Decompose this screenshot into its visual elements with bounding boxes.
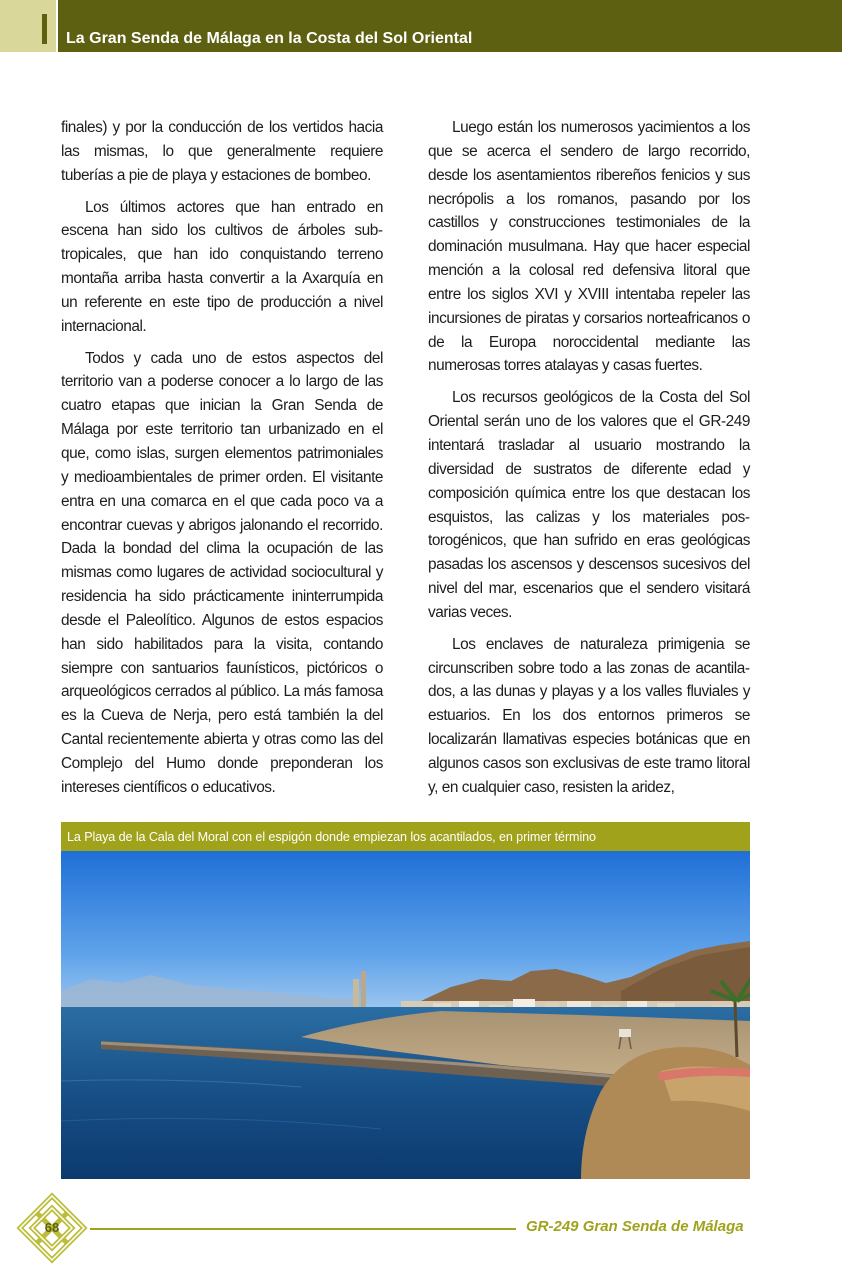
header-bar-mark — [42, 14, 47, 44]
photo-caption: La Playa de la Cala del Moral con el espigón donde empiezan los acantilados, en primer término — [67, 830, 596, 844]
paragraph: finales) y por la conducción de los vertidos hacia las mismas, lo que generalmente requiere tuberías a pie de playa y estaciones de bombeo. — [61, 119, 383, 184]
beach-photo-illustration — [61, 851, 750, 1179]
footer-rule — [90, 1228, 516, 1230]
header-tab — [0, 0, 56, 52]
page-number: 68 — [44, 1220, 60, 1235]
paragraph: Luego están los numerosos yacimientos a los que se acerca el sendero de largo recorrido, desde los asentamientos ribereños fenicios y sus necrópolis a los romanos, pasando por los castillos y construcciones testimoniales de la dominación musulmana. Hay que hacer especial mención a la colosal red defensiva litoral que entre los siglos XVI y XVIII intentaba repeler las incursiones de piratas y corsarios norteafricanos o de la Europa noroccidental mediante las numerosas torres atalayas y casas fuertes. — [428, 119, 750, 375]
beach-photo — [61, 851, 750, 1179]
caption-bar — [61, 822, 750, 851]
running-header-title: La Gran Senda de Málaga en la Costa del Sol Oriental — [66, 30, 473, 47]
paragraph: Los recursos geológicos de la Costa del Sol Oriental serán uno de los valores que el GR-249 intentará trasladar al usuario mostrando la diversidad de sustratos de diferente edad y composición química entre los que destacan los esquistos, las calizas y los materiales postorogénicos, que han sufrido en eras geológicas pasadas los ascensos y descensos sucesivos del nivel del mar, escenarios que el sendero visitará varias veces. — [428, 389, 750, 621]
header-band — [58, 0, 842, 52]
paragraph: Todos y cada uno de estos aspectos del territorio van a poderse conocer a lo largo de las cuatro etapas que inician la Gran Senda de Málaga por este territorio tan urbanizado en el que, como islas, surgen elementos patrimoniales y medioambientales de primer orden. El visitante entra en una comarca en el que cada poco va a encontrar cuevas y abrigos jalonando el recorrido. Dada la bondad del clima la ocupación de las mismas como lugares de actividad sociocultural y residencia ha sido prácticamente ininterrumpida desde el Paleolítico. Algunos de estos espacios han sido habilitados para la visita, contando siempre con santuarios faunísticos, pictóricos o arqueológicos cerrados al público. La más famosa es la Cueva de Nerja, pero está también la del Cantal recientemente abierta y otras como las del Complejo del Humo donde preponderan los intereses científicos o educativos. — [61, 349, 383, 796]
paragraph: Los enclaves de naturaleza primigenia se circunscriben sobre todo a las zonas de acantilados, a las dunas y playas y a los valles fluviales y estuarios. En los dos entornos primeros se localizarán llamativas especies botánicas que en algunos casos son exclusivas de este tramo litoral y, en cualquier caso, resisten la aridez, — [428, 635, 750, 796]
page-header — [0, 0, 842, 52]
footer-publication-title: GR-249 Gran Senda de Málaga — [526, 1218, 744, 1235]
left-text-column — [61, 116, 383, 808]
photo-figure — [61, 822, 750, 1179]
right-text-column — [428, 116, 750, 808]
paragraph: Los últimos actores que han entrado en escena han sido los cultivos de árboles subtropicales, que han ido conquistando terreno montaña arriba hasta convertir a la Axarquía en un referente en este tipo de producción a nivel internacional. — [61, 198, 383, 335]
